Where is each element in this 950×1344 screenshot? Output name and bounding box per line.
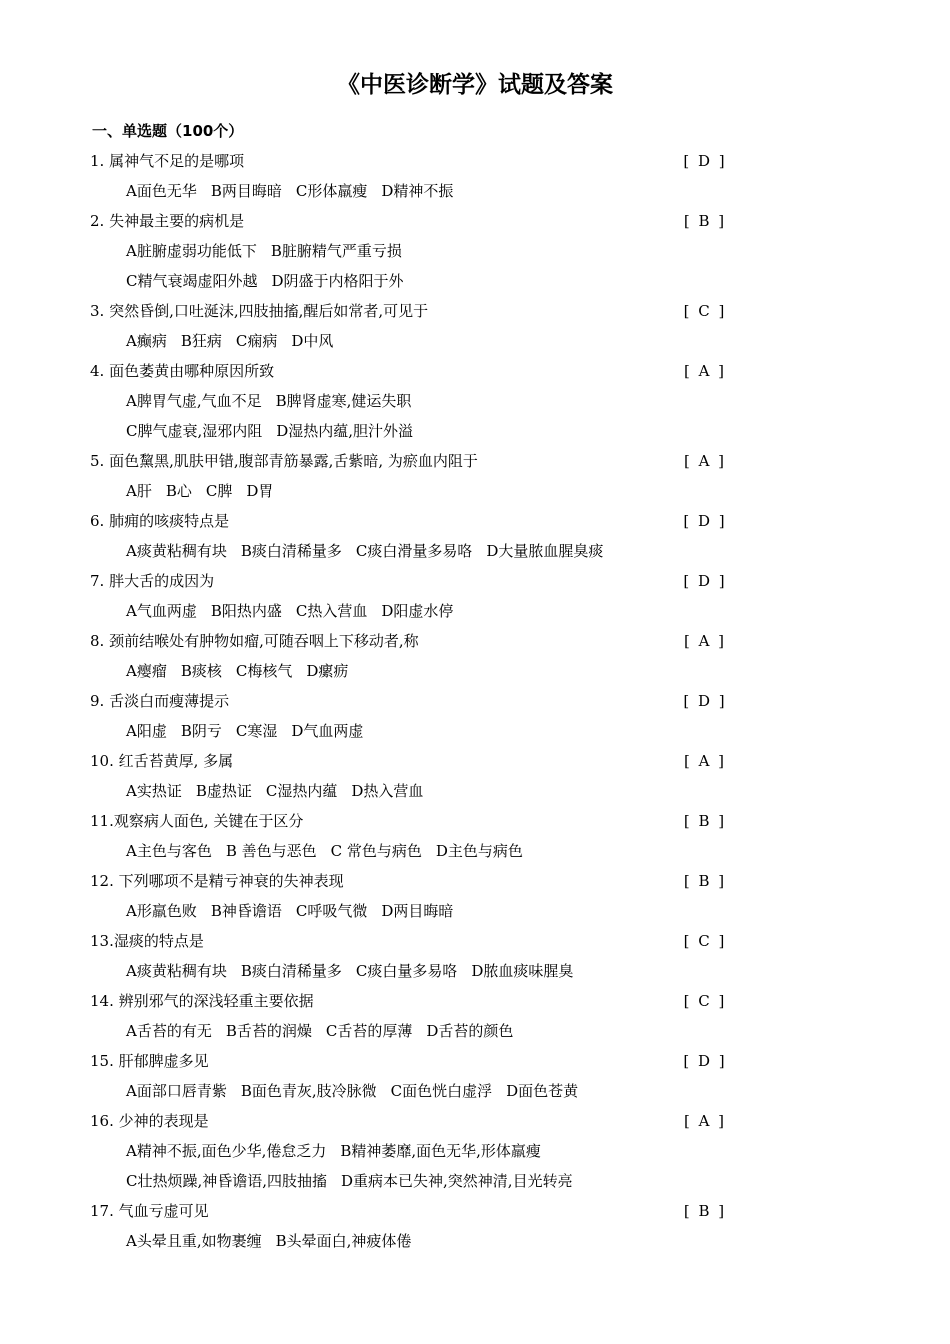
option-item: A实热证 bbox=[126, 782, 182, 800]
options-line bbox=[126, 1016, 527, 1046]
options-line bbox=[126, 1076, 592, 1106]
option-item: D脓血痰味腥臭 bbox=[471, 962, 574, 980]
options-row bbox=[0, 476, 950, 506]
option-item: D大量脓血腥臭痰 bbox=[486, 542, 604, 560]
question-text: 3. 突然昏倒,口吐涎沫,四肢抽搐,醒后如常者,可见于 bbox=[90, 302, 429, 320]
question-text: 9. 舌淡白而瘦薄提示 bbox=[90, 692, 230, 710]
question-row bbox=[0, 1196, 950, 1226]
option-item: C呼吸气微 bbox=[295, 902, 368, 920]
options-line bbox=[126, 1226, 425, 1256]
answer-bracket: [ D ] bbox=[683, 572, 727, 590]
options-line bbox=[126, 836, 537, 866]
option-item: B精神萎靡,面色无华,形体羸瘦 bbox=[340, 1142, 541, 1160]
option-item: C梅核气 bbox=[235, 662, 293, 680]
option-item: C痰白滑量多易咯 bbox=[355, 542, 473, 560]
question-row bbox=[0, 926, 950, 956]
options-row bbox=[0, 416, 950, 446]
question-text: 10. 红舌苔黄厚, 多属 bbox=[90, 752, 234, 770]
question-text: 5. 面色黧黑,肌肤甲错,腹部青筋暴露,舌紫暗, 为瘀血内阻于 bbox=[90, 452, 478, 470]
option-item: B 善色与恶色 bbox=[225, 842, 317, 860]
options-row bbox=[0, 836, 950, 866]
options-line bbox=[126, 236, 416, 266]
option-item: D阴盛于内格阳于外 bbox=[271, 272, 404, 290]
question-text: 4. 面色萎黄由哪种原因所致 bbox=[90, 362, 275, 380]
answer-bracket: [ D ] bbox=[683, 692, 727, 710]
options-row bbox=[0, 956, 950, 986]
answer-bracket: [ C ] bbox=[683, 992, 727, 1010]
question-row bbox=[0, 1046, 950, 1076]
option-item: A瘿瘤 bbox=[126, 662, 167, 680]
question-row bbox=[0, 146, 950, 176]
options-row bbox=[0, 1016, 950, 1046]
question-row bbox=[0, 296, 950, 326]
options-row bbox=[0, 1226, 950, 1256]
options-row bbox=[0, 896, 950, 926]
answer-bracket: [ B ] bbox=[683, 212, 727, 230]
option-item: A面部口唇青紫 bbox=[126, 1082, 227, 1100]
option-item: D舌苔的颜色 bbox=[426, 1022, 514, 1040]
option-item: B痰核 bbox=[180, 662, 222, 680]
answer-bracket: [ B ] bbox=[683, 812, 727, 830]
options-line bbox=[126, 176, 467, 206]
options-row bbox=[0, 326, 950, 356]
options-line bbox=[126, 956, 587, 986]
option-item: A精神不振,面色少华,倦怠乏力 bbox=[126, 1142, 327, 1160]
section-heading: 一、单选题（100个） bbox=[92, 122, 244, 140]
option-item: D瘰疬 bbox=[306, 662, 349, 680]
answer-bracket: [ D ] bbox=[683, 1052, 727, 1070]
options-line bbox=[126, 596, 467, 626]
options-line bbox=[126, 896, 467, 926]
answer-bracket: [ A ] bbox=[683, 632, 727, 650]
option-item: B虚热证 bbox=[195, 782, 252, 800]
question-text: 1. 属神气不足的是哪项 bbox=[90, 152, 245, 170]
options-line bbox=[126, 416, 427, 446]
options-line bbox=[126, 776, 437, 806]
options-line bbox=[126, 1136, 555, 1166]
option-item: A痰黄粘稠有块 bbox=[126, 542, 227, 560]
options-row bbox=[0, 386, 950, 416]
option-item: C脾气虚衰,湿邪内阻 bbox=[126, 422, 263, 440]
question-text: 8. 颈前结喉处有肿物如瘤,可随吞咽上下移动者,称 bbox=[90, 632, 419, 650]
question-row bbox=[0, 206, 950, 236]
question-text: 6. 肺痈的咳痰特点是 bbox=[90, 512, 230, 530]
options-row bbox=[0, 776, 950, 806]
option-item: B痰白清稀量多 bbox=[240, 962, 342, 980]
option-item: D重病本已失神,突然神清,目光转亮 bbox=[341, 1172, 573, 1190]
option-item: B心 bbox=[165, 482, 192, 500]
option-item: B狂病 bbox=[180, 332, 222, 350]
option-item: A脏腑虚弱功能低下 bbox=[126, 242, 257, 260]
question-text: 15. 肝郁脾虚多见 bbox=[90, 1052, 209, 1070]
option-item: B头晕面白,神疲体倦 bbox=[275, 1232, 412, 1250]
option-item: A气血两虚 bbox=[126, 602, 197, 620]
option-item: B阴亏 bbox=[180, 722, 222, 740]
question-row bbox=[0, 986, 950, 1016]
option-item: D阳虚水停 bbox=[381, 602, 454, 620]
option-item: C寒湿 bbox=[235, 722, 278, 740]
question-text: 2. 失神最主要的病机是 bbox=[90, 212, 245, 230]
options-line bbox=[126, 656, 362, 686]
options-row bbox=[0, 536, 950, 566]
options-line bbox=[126, 476, 287, 506]
question-text: 16. 少神的表现是 bbox=[90, 1112, 209, 1130]
option-item: C舌苔的厚薄 bbox=[325, 1022, 413, 1040]
option-item: C精气衰竭虚阳外越 bbox=[126, 272, 258, 290]
answer-bracket: [ A ] bbox=[683, 362, 727, 380]
option-item: A舌苔的有无 bbox=[126, 1022, 212, 1040]
option-item: B脏腑精气严重亏损 bbox=[270, 242, 402, 260]
options-row bbox=[0, 716, 950, 746]
options-row bbox=[0, 1166, 950, 1196]
option-item: D热入营血 bbox=[351, 782, 424, 800]
options-row bbox=[0, 1076, 950, 1106]
options-line bbox=[126, 1166, 587, 1196]
option-item: C形体羸瘦 bbox=[295, 182, 368, 200]
option-item: B舌苔的润燥 bbox=[225, 1022, 312, 1040]
question-text: 7. 胖大舌的成因为 bbox=[90, 572, 215, 590]
option-item: D主色与病色 bbox=[435, 842, 523, 860]
option-item: B阳热内盛 bbox=[210, 602, 282, 620]
question-row bbox=[0, 686, 950, 716]
option-item: A形羸色败 bbox=[126, 902, 197, 920]
option-item: A肝 bbox=[126, 482, 152, 500]
options-line bbox=[126, 266, 418, 296]
answer-bracket: [ D ] bbox=[683, 152, 727, 170]
question-text: 13.湿痰的特点是 bbox=[90, 932, 204, 950]
answer-bracket: [ A ] bbox=[683, 752, 727, 770]
option-item: C热入营血 bbox=[295, 602, 368, 620]
options-line bbox=[126, 716, 377, 746]
option-item: B神昏谵语 bbox=[210, 902, 282, 920]
answer-bracket: [ D ] bbox=[683, 512, 727, 530]
question-row bbox=[0, 446, 950, 476]
question-row bbox=[0, 1106, 950, 1136]
document-title: 《中医诊断学》试题及答案 bbox=[337, 72, 613, 98]
question-text: 12. 下列哪项不是精亏神衰的失神表现 bbox=[90, 872, 344, 890]
answer-bracket: [ B ] bbox=[683, 1202, 727, 1220]
options-line bbox=[126, 386, 425, 416]
answer-bracket: [ A ] bbox=[683, 452, 727, 470]
options-row bbox=[0, 596, 950, 626]
option-item: C痫病 bbox=[235, 332, 278, 350]
option-item: B痰白清稀量多 bbox=[240, 542, 342, 560]
question-text: 14. 辨别邪气的深浅轻重主要依据 bbox=[90, 992, 314, 1010]
option-item: C壮热烦躁,神昏谵语,四肢抽搐 bbox=[126, 1172, 328, 1190]
options-row bbox=[0, 1136, 950, 1166]
option-item: A主色与客色 bbox=[126, 842, 212, 860]
option-item: A面色无华 bbox=[126, 182, 197, 200]
options-row bbox=[0, 266, 950, 296]
option-item: D两目晦暗 bbox=[381, 902, 454, 920]
option-item: A癫病 bbox=[126, 332, 167, 350]
answer-bracket: [ C ] bbox=[683, 302, 727, 320]
options-line bbox=[126, 326, 347, 356]
question-row bbox=[0, 506, 950, 536]
option-item: D胃 bbox=[246, 482, 274, 500]
option-item: B脾肾虚寒,健运失职 bbox=[275, 392, 412, 410]
question-row bbox=[0, 866, 950, 896]
option-item: D气血两虚 bbox=[291, 722, 364, 740]
question-row bbox=[0, 626, 950, 656]
options-row bbox=[0, 656, 950, 686]
option-item: A阳虚 bbox=[126, 722, 167, 740]
option-item: B面色青灰,肢冷脉微 bbox=[240, 1082, 377, 1100]
option-item: A脾胃气虚,气血不足 bbox=[126, 392, 262, 410]
option-item: A痰黄粘稠有块 bbox=[126, 962, 227, 980]
option-item: D中风 bbox=[291, 332, 334, 350]
option-item: C脾 bbox=[205, 482, 233, 500]
answer-bracket: [ C ] bbox=[683, 932, 727, 950]
question-list bbox=[0, 146, 950, 1256]
question-text: 17. 气血亏虚可见 bbox=[90, 1202, 209, 1220]
question-row bbox=[0, 746, 950, 776]
option-item: B两目晦暗 bbox=[210, 182, 282, 200]
answer-bracket: [ B ] bbox=[683, 872, 727, 890]
question-row bbox=[0, 566, 950, 596]
answer-bracket: [ A ] bbox=[683, 1112, 727, 1130]
option-item: D精神不振 bbox=[381, 182, 454, 200]
options-row bbox=[0, 236, 950, 266]
option-item: D湿热内蕴,胆汁外溢 bbox=[276, 422, 414, 440]
option-item: C痰白量多易咯 bbox=[355, 962, 458, 980]
question-row bbox=[0, 806, 950, 836]
option-item: C湿热内蕴 bbox=[265, 782, 338, 800]
option-item: C面色恍白虚浮 bbox=[390, 1082, 493, 1100]
options-row bbox=[0, 176, 950, 206]
option-item: C 常色与病色 bbox=[330, 842, 422, 860]
question-text: 11.观察病人面色, 关键在于区分 bbox=[90, 812, 304, 830]
option-item: D面色苍黄 bbox=[506, 1082, 579, 1100]
options-line bbox=[126, 536, 617, 566]
option-item: A头晕且重,如物裹缠 bbox=[126, 1232, 262, 1250]
question-row bbox=[0, 356, 950, 386]
